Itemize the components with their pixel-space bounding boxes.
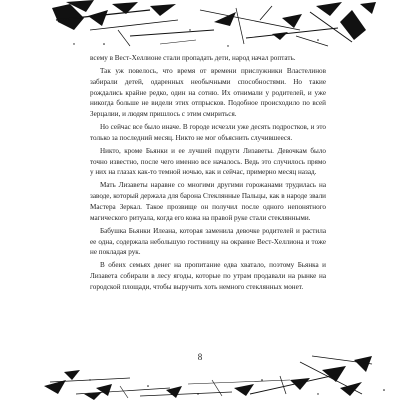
ornament-line (212, 380, 222, 396)
ornament-shard (272, 32, 288, 40)
ornament-line (160, 40, 196, 44)
paragraph: Мать Лизаветы наравне со многими другими горожанами трудилась на заводе, который держала для барона Стеклянные Пальцы, как в народе звали Мастера Зеркал. Такое прозвище он получил после одного непонятного магического ритуала, когда его кожа на правой руке стали стеклянными. (90, 181, 326, 222)
ornament-line (296, 36, 328, 46)
ornament-line (130, 30, 214, 36)
top-ornament (0, 0, 400, 55)
bottom-ornament (0, 350, 400, 400)
ornament-shard (360, 2, 376, 14)
ornament-dot (317, 39, 319, 41)
ornament-shard (88, 10, 108, 26)
ornament-line (280, 376, 286, 394)
ornament-shard (340, 10, 366, 40)
ornament-dot (197, 393, 198, 394)
body-text (90, 53, 326, 293)
ornament-line (118, 30, 130, 46)
ornament-dot (89, 379, 90, 380)
ornament-line (236, 8, 244, 44)
page-number: 8 (197, 352, 203, 362)
ornament-shard (64, 370, 80, 380)
ornament-line (260, 6, 272, 20)
ornament-dot (261, 379, 263, 381)
paragraph: Никто, кроме Бьянки и ее лучшей подруги Лизаветы. Девочкам было точно известно, после чего именно все началось. Ведь это случилось прямо у них на глазах как-то темной ночью, как и сейчас, примерно месяц назад. (90, 146, 326, 177)
ornament-line (140, 392, 232, 396)
paragraph: Бабушка Бьянки Илеана, которая заменила девочке родителей и растила ее одна, содержала небольшую гостиницу на окраине Вест-Хеллиона и тоже не покладая рук. (90, 226, 326, 257)
paragraph: Так уж повелось, что время от времени прислужники Властелинов забирали детей, одаренных необычными способностями. Но такие рождались крайне редко, один на сотню. Их отнимали у родителей, и уже никогда больше не видели этих отпрысков. Подобное происходило по всей Зерцалии, и людям пришлось с этим смириться. (90, 66, 326, 119)
ornament-dot (383, 389, 385, 391)
paragraph: всему в Вест-Хеллионе стали пропадать дети, народ начал роптать. (90, 54, 296, 62)
ornament-shard (282, 14, 302, 28)
ornament-line (300, 362, 362, 394)
ornament-line (250, 374, 340, 394)
ornament-shard (150, 4, 176, 16)
ornament-dot (317, 393, 318, 394)
ornament-dot (147, 385, 149, 387)
ornament-dot (189, 29, 190, 30)
ornament-shard (214, 12, 236, 26)
ornament-line (120, 386, 128, 398)
paragraph: В обеих семьях денег на пропитание едва хватало, поэтому Бьянка и Лизавета собирали в лесу ягоды, которые по утрам продавали на рынке на городской площади, чтобы выручить хоть немного стеклянных монет. (90, 261, 326, 291)
ornament-dot (227, 45, 228, 46)
ornament-shard (316, 2, 342, 16)
ornament-dot (73, 43, 74, 44)
ornament-dot (103, 43, 105, 45)
ornament-line (246, 28, 338, 38)
paragraph: Но сейчас все было иначе. В городе исчезли уже десять подростков, и это только за последний месяц. Никто не мог объяснить случившееся. (90, 123, 326, 142)
ornament-line (188, 380, 290, 384)
